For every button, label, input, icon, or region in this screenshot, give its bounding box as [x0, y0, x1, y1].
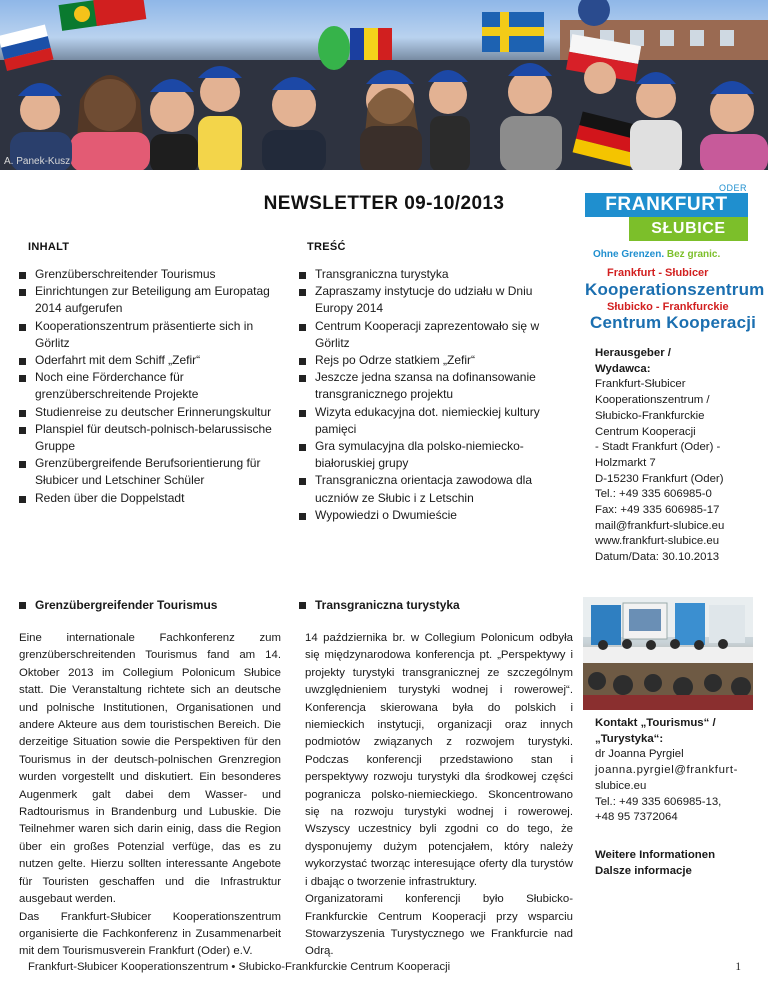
newsletter-title: NEWSLETTER 09-10/2013 [263, 193, 505, 214]
toc-pl-item[interactable]: Transgraniczna turystyka [299, 266, 567, 283]
logo-motto-de: Ohne Grenzen. [593, 249, 665, 260]
crowd-illustration [0, 0, 768, 170]
logo-oder: ODER [718, 183, 747, 193]
page-footer: Frankfurt-Słubicer Kooperationszentrum • Słubicko-Frankfurckie Centrum Kooperacji [28, 961, 451, 973]
publisher-line: Tel.: +49 335 606985-0 [595, 488, 712, 501]
publisher-line: Fax: +49 335 606985-17 [595, 504, 720, 517]
photo-credit: A. Panek-Kusz [4, 156, 71, 167]
publisher-line: D-15230 Frankfurt (Oder) [595, 472, 724, 485]
toc-de-item[interactable]: Planspiel für deutsch-polnisch-belarussische Gruppe [19, 421, 281, 455]
toc-de-heading: INHALT [28, 241, 70, 253]
publisher-label: Herausgeber / Wydawca: [595, 347, 671, 375]
publisher-website[interactable]: www.frankfurt-slubice.eu [595, 535, 720, 548]
contact-label: Kontakt „Tourismus“ / „Turystyka“: [595, 717, 716, 745]
more-info-pl[interactable]: Dalsze informacje [595, 864, 692, 877]
toc-pl-item[interactable]: Wizyta edukacyjna dot. niemieckiej kultury pamięci [299, 404, 567, 438]
publisher-line: Kooperationszentrum / [595, 394, 710, 407]
contact-email-cont[interactable]: slubice.eu [595, 779, 647, 792]
toc-de-item[interactable]: Grenzüberschreitender Tourismus [19, 266, 281, 283]
more-info-de[interactable]: Weitere Informationen [595, 849, 716, 861]
toc-pl-item[interactable]: Transgraniczna orientacja zawodowa dla uczniów ze Słubic i z Letschin [299, 472, 567, 506]
toc-pl-list [299, 266, 567, 524]
header-photo [0, 0, 768, 170]
toc-pl-item[interactable]: Zapraszamy instytucje do udziału w Dniu Europy 2014 [299, 283, 567, 317]
logo-frankfurt: FRANKFURT [585, 193, 748, 217]
logo-line-1: Frankfurt - Słubicer [607, 267, 709, 279]
article-pl-text: 14 października br. w Collegium Polonicum odbyła się międzynarodowa konferencja pt. „Perspektywy i projekty turystyki transgranicznej ze szczególnym uwzględnieniem turystyki wodnej i rowerowej“. Konferencja skierowana była do polskich i niemieckich instytucji, organizacji oraz innych podmiotów związanych z rozwojem turystyki. Podczas konferencji przedstawiono stan i perspektywy rozwoju turystyki dla środkowej części pogranicza polsko-niemieckiego. Skoncentrowano się na rozwoju turystyki wodnej i rowerowej. Wszyscy uczestnicy byli zgodni co do tego, że dysponujemy dużym potencjałem, który należy wykorzystać tworząc interesujące oferty dla turystów i dbając o tworzenie infrastruktury. [305, 632, 573, 888]
toc-de-item[interactable]: Einrichtungen zur Beteiligung am Europatag 2014 aufgerufen [19, 283, 281, 317]
logo-line-3: Słubicko - Frankfurckie [607, 301, 729, 313]
contact-name: dr Joanna Pyrgiel [595, 748, 684, 761]
logo-line-2: Kooperationszentrum [585, 280, 765, 299]
toc-de-item[interactable]: Noch eine Förderchance für grenzüberschreitende Projekte [19, 369, 281, 403]
publisher-line: Holzmarkt 7 [595, 456, 656, 469]
toc-pl-item[interactable]: Gra symulacyjna dla polsko-niemiecko-białoruskiej grupy [299, 438, 567, 472]
publisher-line: Słubicko-Frankfurckie [595, 409, 705, 422]
article-de-text-2: Das Frankfurt-Słubicer Kooperationszentrum organisierte die Fachkonferenz in Zusammenarbeit mit dem Tourismusverein Frankfurt (Oder) e.V. [19, 910, 281, 958]
publisher-email[interactable]: mail@frankfurt-slubice.eu [595, 519, 725, 532]
conference-photo [583, 597, 753, 710]
kooperationszentrum-logo[interactable] [585, 183, 765, 333]
toc-de-item[interactable]: Reden über die Doppelstadt [19, 490, 281, 507]
publisher-block [595, 346, 755, 566]
contact-phone: Tel.: +49 335 606985-13, [595, 795, 722, 808]
toc-de-item[interactable]: Oderfahrt mit dem Schiff „Zefir“ [19, 352, 281, 369]
toc-de-item[interactable]: Grenzübergreifende Berufsorientierung für Słubicer und Letschiner Schüler [19, 455, 281, 489]
contact-phone-2: +48 95 7372064 [595, 811, 678, 824]
toc-de-item[interactable]: Studienreise zu deutscher Erinnerungskultur [19, 404, 281, 421]
publisher-line: - Stadt Frankfurt (Oder) - [595, 441, 721, 454]
toc-pl-item[interactable]: Jeszcze jedna szansa na dofinansowanie transgranicznego projektu [299, 369, 567, 403]
more-info-block [595, 848, 755, 879]
logo-line-4: Centrum Kooperacji [590, 313, 757, 332]
toc-pl-heading: TREŚĆ [307, 241, 346, 253]
logo-motto-pl: Bez granic. [664, 249, 721, 260]
article-pl-heading: Transgraniczna turystyka [299, 598, 460, 612]
logo-motto [593, 249, 720, 260]
toc-pl-item[interactable]: Centrum Kooperacji zaprezentowało się w Görlitz [299, 318, 567, 352]
conference-illustration [583, 597, 753, 710]
toc-pl-item[interactable]: Wypowiedzi o Dwumieście [299, 507, 567, 524]
publisher-line: Frankfurt-Słubicer [595, 378, 686, 391]
contact-email[interactable]: joanna.pyrgiel@frankfurt- [595, 764, 739, 777]
page-number: 1 [735, 961, 741, 973]
publisher-date: Datum/Data: 30.10.2013 [595, 551, 720, 564]
contact-block [595, 716, 755, 826]
article-de-heading: Grenzübergreifender Tourismus [19, 598, 217, 612]
toc-de-item[interactable]: Kooperationszentrum präsentierte sich in Görlitz [19, 318, 281, 352]
article-de-text: Eine internationale Fachkonferenz zum grenzüberschreitenden Tourismus fand am 14. Oktober 2013 im Collegium Polonicum Słubice statt. Die Veranstaltung richtete sich an deutsche und polnische Institutionen, Organisationen und andere Akteure aus dem touristischen Bereich. Die derzeitige Situation sowie die Perspektiven für den Tourismus in der deutsch-polnischen Grenzregion wurden vorgestellt und diskutiert. Ein besonderes Augenmerk galt dabei dem Wasser- und Radtourismus in Brandenburg und Lubuskie. Die Teilnehmer waren sich darin einig, dass die Region über ein großes Potenzial verfüge, das es zu nutzen gelte. Hierzu sollten interessante Angebote für Touristen geschaffen und die Infrastruktur ausgebaut werden. [19, 632, 281, 906]
logo-slubice: SŁUBICE [629, 217, 748, 241]
article-de-body [19, 630, 281, 961]
toc-de-list [19, 266, 281, 507]
article-pl-body [305, 630, 573, 961]
publisher-line: Centrum Kooperacji [595, 425, 696, 438]
toc-pl-item[interactable]: Rejs po Odrze statkiem „Zefir“ [299, 352, 567, 369]
article-pl-text-2: Organizatorami konferencji było Słubicko-Frankfurckie Centrum Kooperacji przy wsparciu Stowarzyszenia Turystycznego we Frankfurcie nad Odrą. [305, 893, 573, 958]
